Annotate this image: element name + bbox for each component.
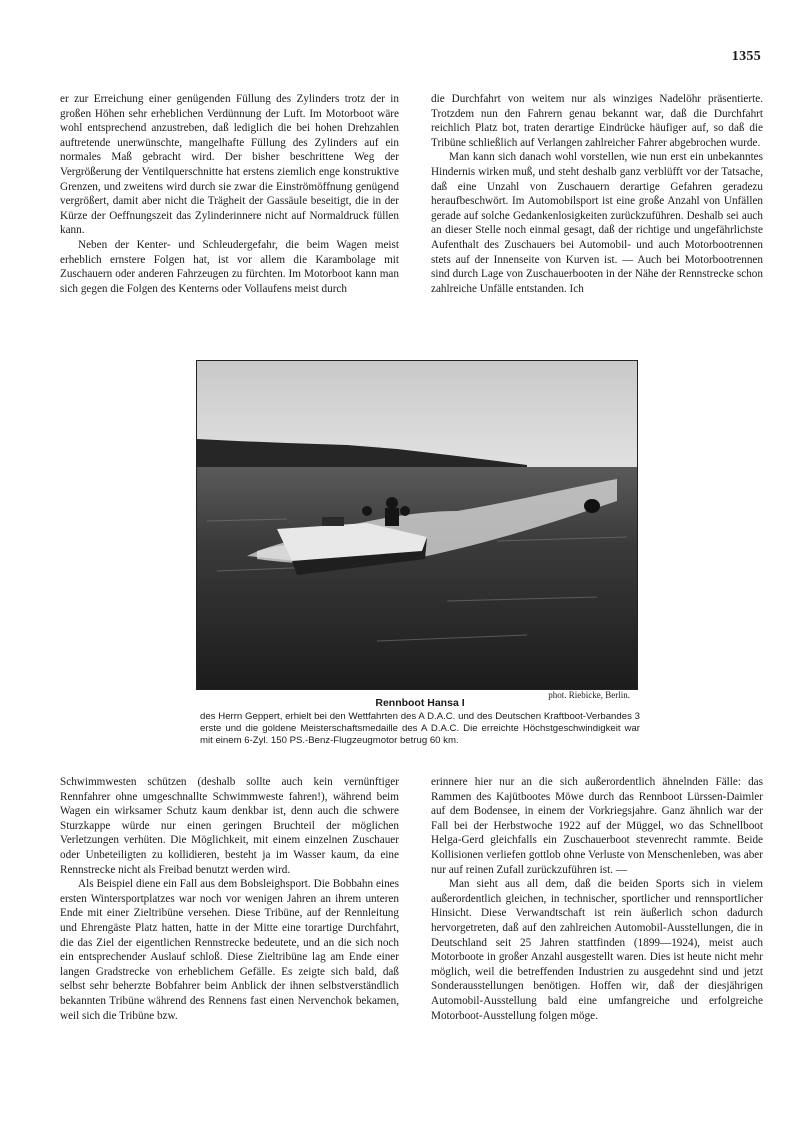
paragraph: die Durchfahrt von weitem nur als winziges Nadelöhr präsentierte. Trotzdem nun den Fahrern genau bekannt war, daß die Durchfahrt reichlich Platz bot, traten derartige Eindrücke häufiger auf, so daß die Tribüne schließlich auf Verlangen zahlreicher Fahrer abgebrochen wurde.	[431, 93, 763, 149]
column-top-right	[431, 92, 763, 296]
paragraph: er zur Erreichung einer genügenden Füllung des Zylinders trotz der in großen Höhen sehr erheblichen Verdünnung der Luft. Im Motorboot wäre wohl entsprechend anzustreben, daß lediglich die bei hohen Drehzahlen auftretende unerwünschte, mangelhafte Füllung des Zylinders auf ein normales Maß gebracht wird. Der bisher beschrittene Weg der Vergrößerung der Ventilquerschnitte hat erstens ziemlich enge konstruktive Grenzen, und zweitens wird durch sie zwar die Einströmöffnung genügend vergrößert, damit aber nicht die Trägheit der Gassäule beseitigt, die in der Kürze der Oeffnungszeit das Zylinderinnere nicht auf Normaldruck füllen kann.	[60, 93, 399, 237]
photo-credit: phot. Riebicke, Berlin.	[548, 690, 630, 700]
caption-text: des Herrn Geppert, erhielt bei den Wettfahrten des A D.A.C. und des Deutschen Kraftboot-Verbandes 3 erste und die goldene Meisterschaftsmedaille des A D.A.C. Die erreichte Höchstgeschwindigkeit war mit einem 6-Zyl. 150 PS.-Benz-Flugzeugmotor betrug 60 km.	[200, 711, 640, 746]
paragraph: erinnere hier nur an die sich außerordentlich ähnelnden Fälle: das Rammen des Kajütbootes Möwe durch das Rennboot Lürssen-Daimler auf dem Bodensee, in einem der Vorkriegsjahre. Ganz ähnlich war der Fall bei der Herbstwoche 1922 auf der Müggel, wo das Schnellboot Helga-Gerd gleichfalls ein Zuschauerboot stevenrecht rammte. Beide Kollisionen verliefen gottlob ohne Verluste von Menschenleben, was aber nur auf reinen Zufall zurückzuführen ist. —	[431, 776, 763, 876]
column-bottom-left	[60, 775, 399, 1023]
paragraph: Als Beispiel diene ein Fall aus dem Bobsleighsport. Die Bobbahn eines ersten Wintersportplatzes war noch vor wenigen Jahren an ihrem unteren Ende mit einer Zieltribüne versehen. Diese Tribüne, auf der Rennleitung und Ehrengäste Platz hatten, hatte in der Mitte eine torartige Durchfahrt, die das Ziel der eigentlichen Rennstrecke bedeutete, und an die sich noch ein entsprechender Auslauf schloß. Diese Zieltribüne lag am Ende einer langen Gradstrecke von erheblichem Gefälle. Es zeigte sich bald, daß selbst sehr beherzte Bobfahrer beim Anblick der ihnen selbstverständlich bekannten Tribüne während des Rennens fast einen Nervenchok bekamen, weil sich die Tribüne bzw.	[60, 878, 399, 1022]
photo-racing-boat-illustration	[197, 361, 637, 689]
column-top-left	[60, 92, 399, 296]
paragraph: Man kann sich danach wohl vorstellen, wie nun erst ein unbekanntes Hindernis wirken muß, und steht deshalb ganz verblüfft vor der Tatsache, daß eine Unzahl von Zuschauern derartige Gefahren geradezu heraufbeschwört. Im Automobilsport ist eine große Anzahl von Unfällen gerade auf solche Gedankenlosigkeiten zurückzuführen. Deshalb sei auch an dieser Stelle noch einmal gesagt, daß der richtige und ungefährlichste Aufenthalt des Zuschauers bei Automobil- und auch Motorbootrennen stets auf der Innenseite von Kurven ist. — Auch bei Motorbootrennen sind durch Lage von Zuschauerbooten in der Nähe der Rennstrecke schon zahlreiche Unfälle entstanden. Ich	[431, 151, 763, 295]
caption-title: Rennboot Hansa I	[375, 697, 465, 709]
paragraph: Man sieht aus all dem, daß die beiden Sports sich in vielem außerordentlich gleichen, in technischer, sportlicher und rennsportlicher Hinsicht. Diese Verwandtschaft ist rein äußerlich schon dadurch hervorgetreten, daß auf den zahlreichen Automobil-Ausstellungen, die in Deutschland seit 25 Jahren stattfinden (1899—1924), meist auch Motorboote in großer Anzahl ausgestellt waren. Dies ist heute nicht mehr möglich, weil die betreffenden Industrien zu ausgedehnt sind und jetzt Sonderausstellungen benötigen. Hoffen wir, daß der diesjährigen Automobil-Ausstellung bald eine umfangreiche und erfolgreiche Motorboot-Ausstellung folgen möge.	[431, 878, 763, 1022]
column-bottom-right	[431, 775, 763, 1023]
paragraph: Schwimmwesten schützen (deshalb sollte auch kein vernünftiger Rennfahrer ohne umgeschnallte Schwimmweste fahren!), während beim Wagen ein wirksamer Schutz kaum denkbar ist, denn auch die schwere Sturzkappe würde nur einen geringen Bruchteil der möglichen Verletzungen verhüten. Die Möglichkeit, mit einem einzelnen Zuschauer oder Unbeteiligten zu kollidieren, besteht ja im Wasser kaum, da eine Rennstrecke nicht als Freibad benutzt werden wird.	[60, 776, 399, 876]
photo-racing-boat	[196, 360, 638, 690]
paragraph: Neben der Kenter- und Schleudergefahr, die beim Wagen meist erheblich ernstere Folgen hat, ist vor allem die Karambolage mit Zuschauern oder anderen Fahrzeugen zu fürchten. Im Motorboot kann man sich gegen die Folgen des Kenterns oder Vollaufens meist durch	[60, 238, 399, 295]
page-number: 1355	[731, 49, 761, 64]
